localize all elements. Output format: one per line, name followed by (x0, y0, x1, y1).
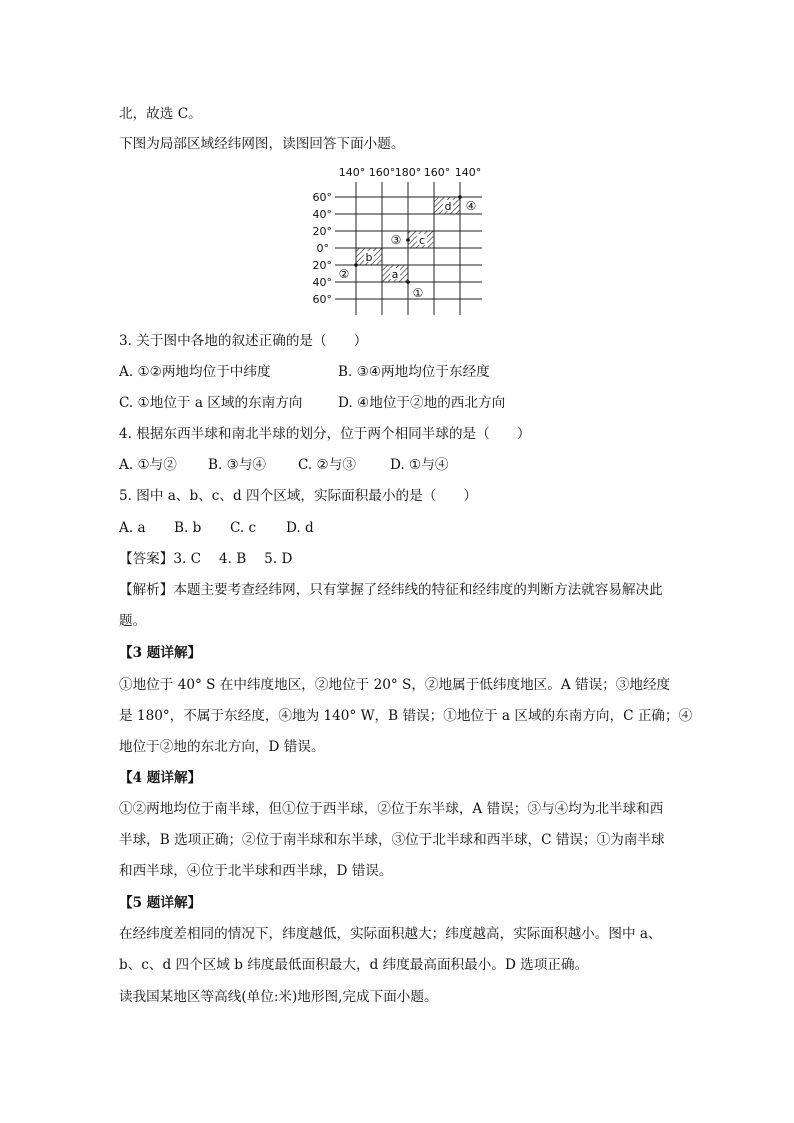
option-d: D. d (286, 520, 314, 536)
region-label: d (444, 200, 452, 213)
detail-5-line-2: b、c、d 四个区域 b 纬度最低面积最大，d 纬度最高面积最小。D 选项正确。 (119, 957, 589, 973)
detail-4-title: 【4 题详解】 (119, 770, 202, 786)
lat-label: 0° (316, 242, 329, 255)
option-b: B. ③④两地均位于东经度 (338, 364, 490, 380)
lat-label: 60° (312, 191, 332, 204)
question-3-stem: 3. 关于图中各地的叙述正确的是（ ） (119, 333, 368, 349)
analysis-line-2: 题。 (119, 613, 147, 629)
point-dot (458, 195, 462, 199)
lat-label: 40° (312, 208, 332, 221)
option-b: B. ③与④ (208, 457, 267, 473)
detail-4-line-3: 和西半球，④位于北半球和西半球，D 错误。 (119, 863, 393, 879)
option-c: C. ②与③ (298, 457, 356, 473)
point-dot (354, 263, 358, 267)
region-label: a (391, 268, 399, 281)
option-a: A. ①与② (119, 457, 177, 473)
lat-label: 20° (312, 259, 332, 272)
lon-label: 160° (423, 166, 451, 179)
question-5-stem: 5. 图中 a、b、c、d 四个区域，实际面积最小的是（ ） (119, 488, 478, 504)
region-label: b (365, 251, 373, 264)
lon-label: 140° (338, 166, 366, 179)
option-c: C. c (230, 520, 257, 536)
detail-4-line-1: ①②两地均位于南半球，但①位于西半球，②位于东半球，A 错误；③与④均为北半球和西 (119, 801, 664, 817)
option-a: A. ①②两地均位于中纬度 (119, 364, 271, 380)
detail-3-line-1: ①地位于 40° S 在中纬度地区，②地位于 20° S，②地属于低纬度地区。A 错误；③地经度 (119, 677, 671, 693)
option-d: D. ④地位于②地的西北方向 (338, 395, 506, 411)
lat-label: 60° (312, 293, 332, 306)
detail-5-line-1: 在经纬度差相同的情况下，纬度越低，实际面积越大；纬度越高，实际面积越小。图中 a、 (119, 926, 662, 942)
lat-label: 20° (312, 225, 332, 238)
detail-5-title: 【5 题详解】 (119, 895, 202, 911)
option-b: B. b (174, 520, 202, 536)
figure-intro: 下图为局部区域经纬网图，读图回答下面小题。 (119, 136, 405, 152)
option-d: D. ①与④ (390, 457, 449, 473)
point-label: ① (412, 286, 424, 300)
detail-4-line-2: 半球，B 选项正确；②位于南半球和东半球，③位于北半球和西半球，C 错误；①为南半球 (119, 832, 665, 848)
lat-label: 40° (312, 276, 332, 289)
lat-lon-grid-figure (300, 160, 500, 320)
option-a: A. a (119, 520, 146, 536)
lon-label: 160° (368, 166, 396, 179)
detail-3-title: 【3 题详解】 (119, 645, 202, 661)
question-5-options (119, 519, 314, 537)
question-4-stem: 4. 根据东西半球和南北半球的划分，位于两个相同半球的是（ ） (119, 426, 531, 442)
point-dot (406, 280, 410, 284)
detail-3-line-2: 是 180°，不属于东经度，④地为 140° W，B 错误；①地位于 a 区域的东南方向，C 正确；④ (119, 708, 693, 724)
point-dot (406, 238, 410, 242)
question-3-options-row-1 (119, 363, 490, 381)
region-label: c (418, 234, 426, 247)
lon-label: 140° (454, 166, 482, 179)
point-label: ② (338, 267, 350, 281)
point-label: ③ (390, 233, 402, 247)
intro-tail: 北，故选 C。 (119, 106, 202, 122)
option-c: C. ①地位于 a 区域的东南方向 (119, 395, 303, 411)
lon-label: 180° (394, 166, 422, 179)
point-label: ④ (465, 199, 477, 213)
detail-3-line-3: 地位于②地的东北方向，D 错误。 (119, 739, 325, 755)
next-intro: 读我国某地区等高线(单位:米)地形图,完成下面小题。 (119, 989, 438, 1005)
answer-line: 【答案】3. C 4. B 5. D (119, 551, 293, 567)
question-3-options-row-2 (119, 394, 505, 412)
analysis-line-1: 【解析】本题主要考查经纬网，只有掌握了经纬线的特征和经纬度的判断方法就容易解决此 (119, 582, 663, 598)
question-4-options (119, 456, 448, 474)
